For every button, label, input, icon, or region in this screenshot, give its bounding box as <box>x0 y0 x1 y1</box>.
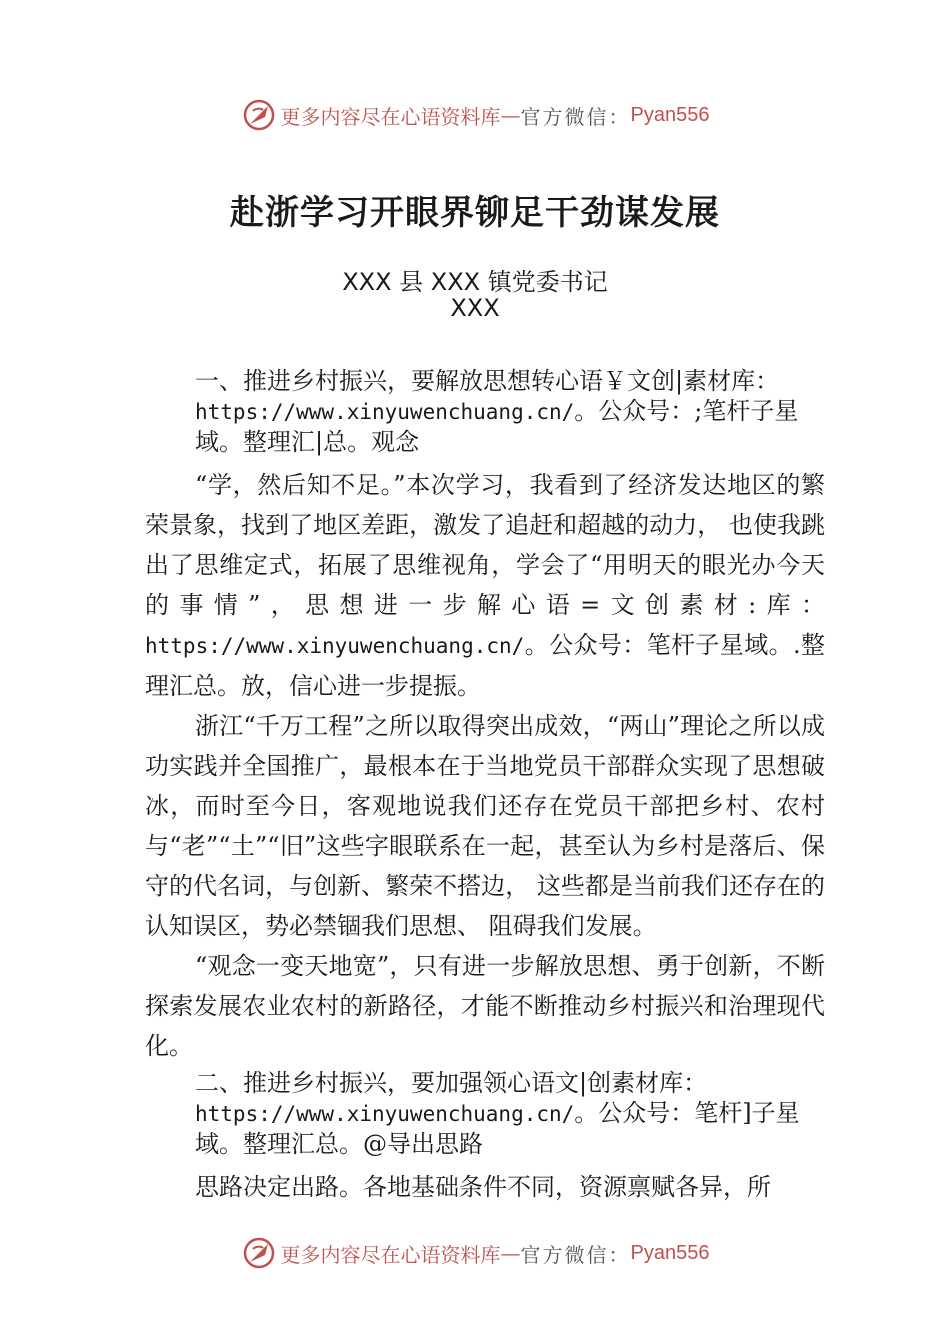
banner-separator: — <box>500 103 521 127</box>
heading-1-suffix: 。公众号：;笔杆子星域。整理汇|总。观念 <box>195 397 799 456</box>
heading-1-url: https://www.xinyuwenchuang.cn/ <box>195 400 575 424</box>
paragraph-1-text-b: 。公众号：笔杆子星域。.整理汇总。放，信心进一步提振。 <box>145 631 825 700</box>
paragraph-4: 思路决定出路。各地基础条件不同，资源禀赋各异，所 <box>195 1173 771 1201</box>
heading-1-prefix: 一、推进乡村振兴，要解放思想转心语￥文创|素材库： <box>195 367 780 395</box>
paragraph-1-url: https://www.xinyuwenchuang.cn/ <box>145 634 525 658</box>
header-watermark <box>0 95 950 135</box>
banner-wechat-id: Pyan556 <box>630 103 710 126</box>
document-title: 赴浙学习开眼界铆足干劲谋发展 <box>230 193 720 233</box>
paragraph-1-text-a: “学，然后知不足。”本次学习，我看到了经济发达地区的繁荣景象，找到了地区差距，激发了追赶和超越的动力， 也使我跳出了思维定式，拓展了思维视角，学会了“用明天的眼光办今天的事情”，思想进一步解心语=文创素材:库： <box>145 471 825 619</box>
section-heading-1 <box>195 366 825 457</box>
paragraph-3: “观念一变天地宽”，只有进一步解放思想、勇于创新，不断探索发展农业农村的新路径，才能不断推动乡村振兴和治理现代化。 <box>145 952 825 1060</box>
banner-wechat-label: 官方微信： <box>520 104 631 129</box>
banner-brand-text: 更多内容尽在心语资料库 <box>280 1242 501 1267</box>
heading-2-url: https://www.xinyuwenchuang.cn/ <box>195 1102 575 1126</box>
heading-2-prefix: 二、推进乡村振兴，要加强领心语文|创素材库： <box>195 1069 708 1097</box>
banner-brand-text: 更多内容尽在心语资料库 <box>280 104 501 129</box>
section-heading-2 <box>195 1068 825 1159</box>
banner-wechat-id: Pyan556 <box>630 1241 710 1264</box>
heading-2-suffix: 。公众号：笔杆]子星域。整理汇总。@导出思路 <box>195 1099 800 1158</box>
paragraph-2: 浙江“千万工程”之所以取得突出成效，“两山”理论之所以成功实践并全国推广，最根本在于当地党员干部群众实现了思想破冰，而时至今日，客观地说我们还存在党员干部把乡村、农村与“老”“土”“旧”这些字眼联系在一起，甚至认为乡村是落后、保守的代名词，与创新、繁荣不搭边， 这些都是当前我们还存在的认知误区，势必禁锢我们思想、 阻碍我们发展。 <box>145 712 825 940</box>
author-name: XXX <box>450 294 500 322</box>
quill-logo-icon <box>241 1235 277 1271</box>
footer-watermark <box>0 1233 950 1273</box>
quill-logo-icon <box>241 97 277 133</box>
author-position: XXX 县 XXX 镇党委书记 <box>342 268 608 296</box>
paragraph-1 <box>145 465 825 706</box>
banner-wechat-label: 官方微信： <box>520 1242 631 1267</box>
banner-separator: — <box>500 1241 521 1265</box>
document-body <box>145 366 825 1207</box>
